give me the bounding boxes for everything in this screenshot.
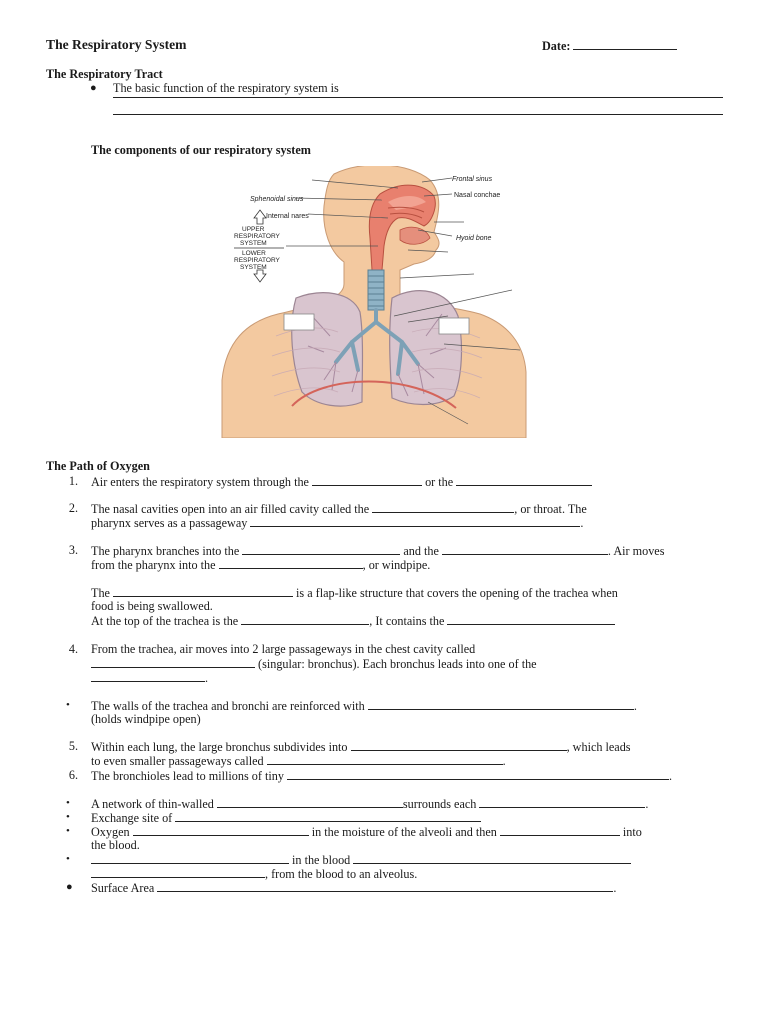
bullet-icon: •: [66, 811, 70, 823]
bullet-capillaries-text-c: .: [645, 797, 649, 811]
item-4-text-c: .: [205, 671, 209, 685]
item-5-text-a: Within each lung, the large bronchus subdivides into: [91, 740, 348, 754]
bullet-cartilage-line-2: (holds windpipe open): [91, 712, 201, 726]
blank-bronchi[interactable]: [91, 656, 255, 668]
blank-pharynx[interactable]: [372, 501, 514, 513]
blank-co2-diffuses[interactable]: [91, 866, 265, 878]
item-4-text-b: (singular: bronchus). Each bronchus leads into one of the: [258, 657, 537, 671]
label-nasal-conchae: Nasal conchae: [454, 192, 501, 199]
bullet-icon: ●: [90, 82, 97, 94]
bullet-surface-text-b: .: [613, 881, 617, 895]
blank-passageway[interactable]: [250, 515, 580, 527]
item-3-text-a: The pharynx branches into the: [91, 544, 240, 558]
blank-alveoli[interactable]: [287, 768, 669, 780]
blank-diffuses[interactable]: [500, 824, 620, 836]
item-6-text-a: The bronchioles lead to millions of tiny: [91, 769, 284, 783]
bullet-capillaries-text-a: A network of thin-walled: [91, 797, 214, 811]
bullet-icon: ●: [66, 881, 73, 893]
item-3-text-j: , It contains the: [369, 614, 445, 628]
item-2-text-a: The nasal cavities open into an air filled cavity called the: [91, 502, 370, 516]
blank-vocal-cords[interactable]: [447, 613, 615, 625]
label-lower-1: LOWER: [242, 250, 266, 257]
function-answer-line-2[interactable]: [113, 114, 723, 115]
item-1-line: [91, 474, 592, 490]
item-3-text-c: . Air moves: [607, 544, 665, 558]
label-upper-2: RESPIRATORY: [234, 233, 280, 240]
item-3-text-e: , or windpipe.: [362, 558, 431, 572]
components-heading: The components of our respiratory system: [91, 143, 311, 157]
item-3-text-b: and the: [403, 544, 439, 558]
item-2-line-2: [91, 515, 583, 531]
bullet-co2-text-b: , from the blood to an alveolus.: [265, 867, 418, 881]
bullet-oxygen-line-2: the blood.: [91, 838, 140, 852]
blank-co2-process[interactable]: [353, 852, 631, 864]
blank-bronchioles[interactable]: [267, 753, 503, 765]
blank-nose[interactable]: [312, 474, 422, 486]
item-number: 4.: [68, 642, 78, 656]
bullet-surface-text-a: Surface Area: [91, 881, 155, 895]
blank-esophagus[interactable]: [442, 543, 608, 555]
blank-windpipe[interactable]: [219, 557, 363, 569]
label-internal-nares: Internal nares: [266, 213, 309, 220]
blank-secondary-bronchi[interactable]: [351, 739, 567, 751]
item-2-text-c: pharynx serves as a passageway: [91, 516, 248, 530]
page-title: The Respiratory System: [46, 37, 187, 52]
label-upper-3: SYSTEM: [240, 240, 267, 247]
label-sphenoidal-sinus: Sphenoidal sinus: [250, 196, 304, 203]
bullet-cartilage-text-b: .: [633, 699, 637, 713]
bullet-icon: •: [66, 797, 70, 809]
blank-lungs[interactable]: [91, 670, 205, 682]
blank-exchange[interactable]: [175, 810, 481, 822]
item-3-text-d: from the pharynx into the: [91, 558, 216, 572]
label-upper-1: UPPER: [242, 226, 265, 233]
item-1-text-b: or the: [425, 475, 454, 489]
blank-epiglottis[interactable]: [113, 585, 293, 597]
item-6-text-b: .: [668, 769, 673, 783]
label-lower-2: RESPIRATORY: [234, 257, 280, 264]
item-5-line-2: [91, 753, 506, 769]
blank-larynx[interactable]: [241, 613, 369, 625]
path-heading: The Path of Oxygen: [46, 459, 150, 473]
item-3-line-4: food is being swallowed.: [91, 599, 213, 613]
function-answer-line-1[interactable]: [113, 97, 723, 98]
bullet-oxygen-line-1: [91, 824, 642, 840]
item-number: 6.: [68, 768, 78, 782]
item-3-text-i: At the top of the trachea is the: [91, 614, 239, 628]
bullet-surface-line: [91, 880, 616, 896]
bullet-oxygen-text-c: into: [622, 825, 642, 839]
item-5-text-b: , which leads: [566, 740, 631, 754]
date-label: [542, 38, 677, 54]
item-3-text-g: is a flap-like structure that covers the opening of the trachea when: [296, 586, 618, 600]
bullet-cartilage-text-a: The walls of the trachea and bronchi are reinforced with: [91, 699, 365, 713]
bullet-icon: •: [66, 699, 70, 711]
item-3-line-5: [91, 613, 615, 629]
bullet-icon: •: [66, 825, 70, 837]
item-5-text-d: .: [502, 754, 506, 768]
blank-alveolus[interactable]: [479, 796, 645, 808]
respiratory-diagram: [212, 166, 532, 438]
item-number: 3.: [68, 543, 78, 557]
blank-dissolves[interactable]: [133, 824, 309, 836]
item-1-text-a: Air enters the respiratory system through the: [91, 475, 309, 489]
bullet-oxygen-text-a: Oxygen: [91, 825, 130, 839]
bullet-icon: •: [66, 853, 70, 865]
item-4-line-1: From the trachea, air moves into 2 large passageways in the chest cavity called: [91, 642, 476, 656]
down-arrow-icon: [254, 270, 266, 282]
label-lower-3: SYSTEM: [240, 264, 267, 271]
blank-capillaries[interactable]: [217, 796, 403, 808]
item-number: 2.: [68, 501, 78, 515]
item-number: 1.: [68, 474, 78, 488]
date-label-text: Date:: [542, 39, 571, 53]
item-5-text-c: to even smaller passageways called: [91, 754, 264, 768]
blank-surface-area[interactable]: [157, 880, 613, 892]
item-2-text-d: .: [580, 516, 584, 530]
blank-mouth[interactable]: [456, 474, 592, 486]
item-3-text-f: The: [91, 586, 110, 600]
bullet-co2-text-a: in the blood: [292, 853, 351, 867]
bullet-oxygen-text-b: in the moisture of the alveoli and then: [311, 825, 497, 839]
tract-function-text: The basic function of the respiratory system is: [113, 81, 339, 95]
item-2-text-b: , or throat. The: [514, 502, 587, 516]
label-hyoid-bone: Hyoid bone: [456, 235, 492, 242]
blank-cartilage[interactable]: [368, 698, 634, 710]
item-6-line: [91, 768, 672, 784]
blank-trachea[interactable]: [242, 543, 400, 555]
label-frontal-sinus: Frontal sinus: [452, 176, 493, 183]
item-4-line-3: [91, 670, 208, 686]
item-number: 5.: [68, 739, 78, 753]
blank-co2[interactable]: [91, 852, 289, 864]
date-blank[interactable]: [573, 38, 677, 50]
bullet-exchange-text: Exchange site of: [91, 811, 173, 825]
tract-heading: The Respiratory Tract: [46, 67, 163, 81]
item-3-line-2: [91, 557, 430, 573]
up-arrow-icon: [254, 210, 266, 224]
bullet-capillaries-text-b: surrounds each: [402, 797, 477, 811]
